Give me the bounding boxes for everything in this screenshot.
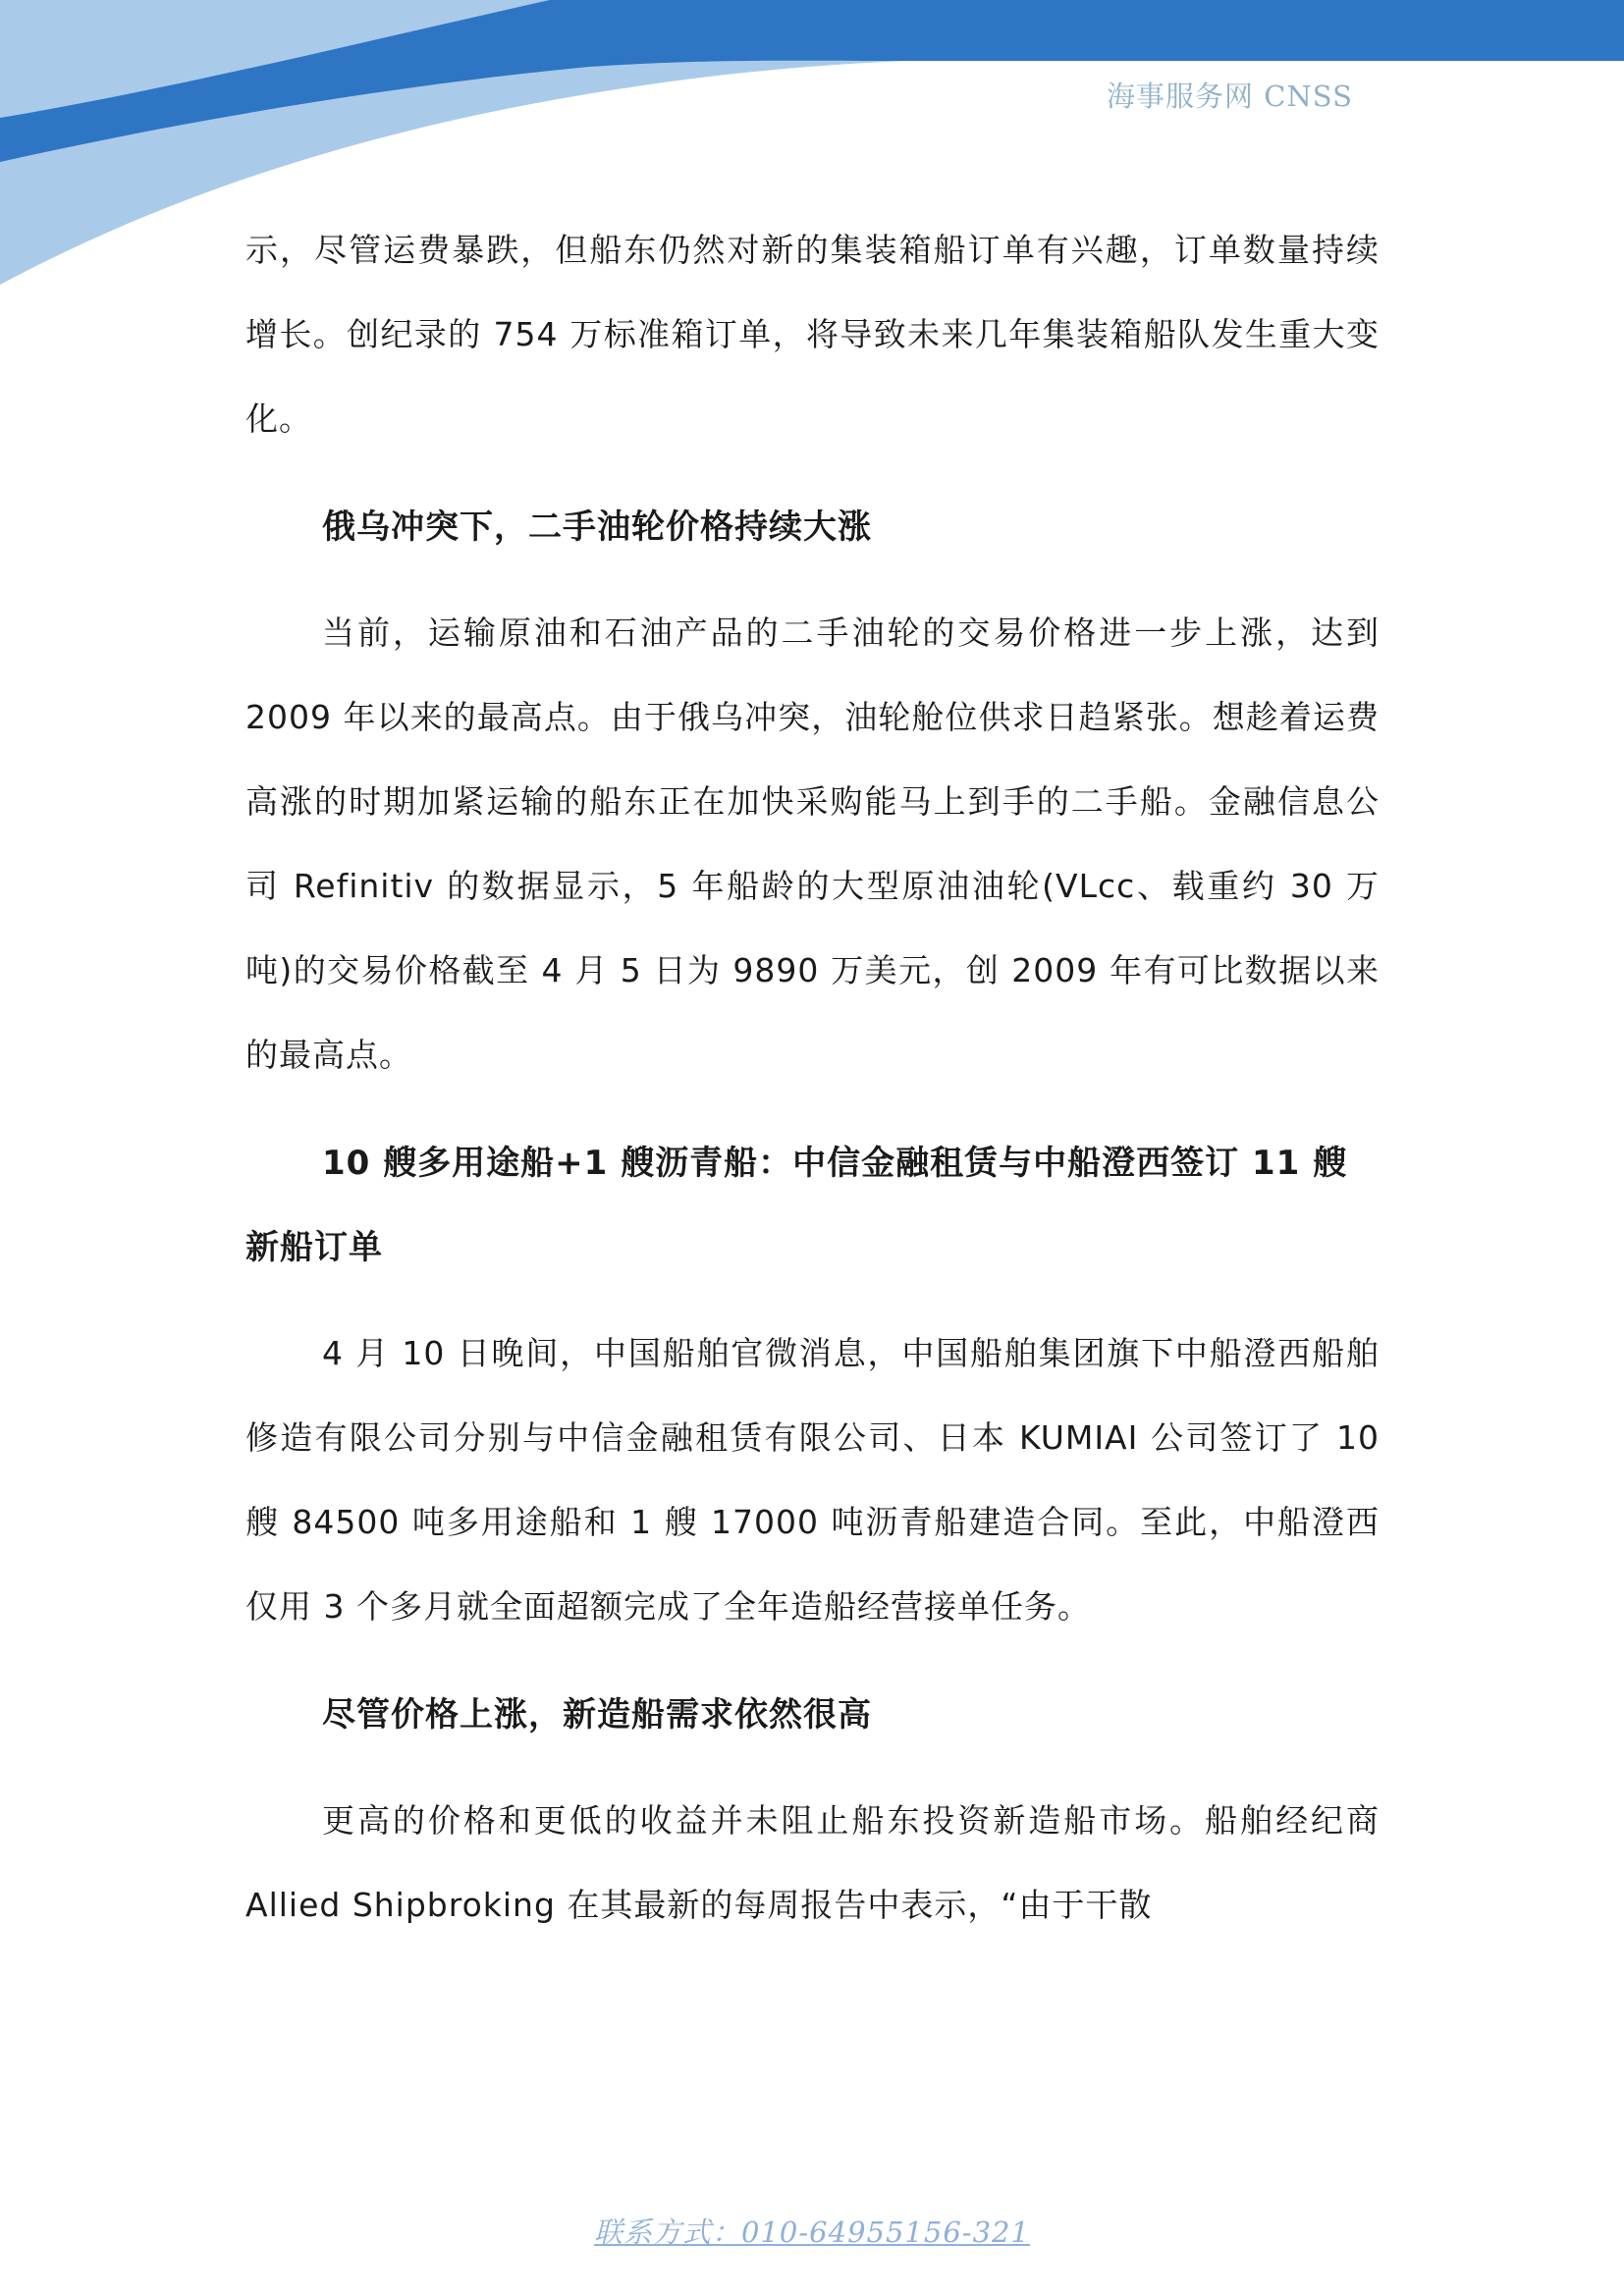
paragraph-container-ship-orders: 示，尽管运费暴跌，但船东仍然对新的集装箱船订单有兴趣，订单数量持续增长。创纪录的 754 万标准箱订单，将导致未来几年集装箱船队发生重大变化。 [245, 231, 1380, 438]
heading-newbuilding-demand: 尽管价格上涨，新造船需求依然很高 [322, 1695, 872, 1735]
article-body [245, 208, 1380, 1948]
heading-tanker-prices: 俄乌冲突下，二手油轮价格持续大涨 [322, 507, 872, 547]
paragraph-citic-order: 4 月 10 日晚间，中国船舶官微消息，中国船舶集团旗下中船澄西船舶修造有限公司分别与中信金融租赁有限公司、日本 KUMIAI 公司签订了 10 艘 84500 吨多用途船和 1 艘 17000 吨沥青船建造合同。至此，中船澄西仅用 3 个多月就全面超额完成了全年造船经营接单任务。 [245, 1334, 1380, 1626]
heading-citic-order: 10 艘多用途船+1 艘沥青船：中信金融租赁与中船澄西签订 11 艘新船订单 [245, 1144, 1348, 1267]
contact-footer[interactable]: 联系方式：010-64955156-321 [594, 2216, 1030, 2249]
paragraph-newbuilding-demand: 更高的价格和更低的收益并未阻止船东投资新造船市场。船舶经纪商 Allied Shipbroking 在其最新的每周报告中表示，“由于干散 [245, 1801, 1380, 1924]
paragraph-tanker-prices: 当前，运输原油和石油产品的二手油轮的交易价格进一步上涨，达到 2009 年以来的最高点。由于俄乌冲突，油轮舱位供求日趋紧张。想趁着运费高涨的时期加紧运输的船东正在加快采购能马上到手的二手船。金融信息公司 Refinitiv 的数据显示，5 年船龄的大型原油油轮(VLcc、载重约 30 万吨)的交易价格截至 4 月 5 日为 9890 万美元，创 2009 年有可比数据以来的最高点。 [245, 614, 1380, 1074]
brand-label: 海事服务网 CNSS [1106, 80, 1353, 113]
